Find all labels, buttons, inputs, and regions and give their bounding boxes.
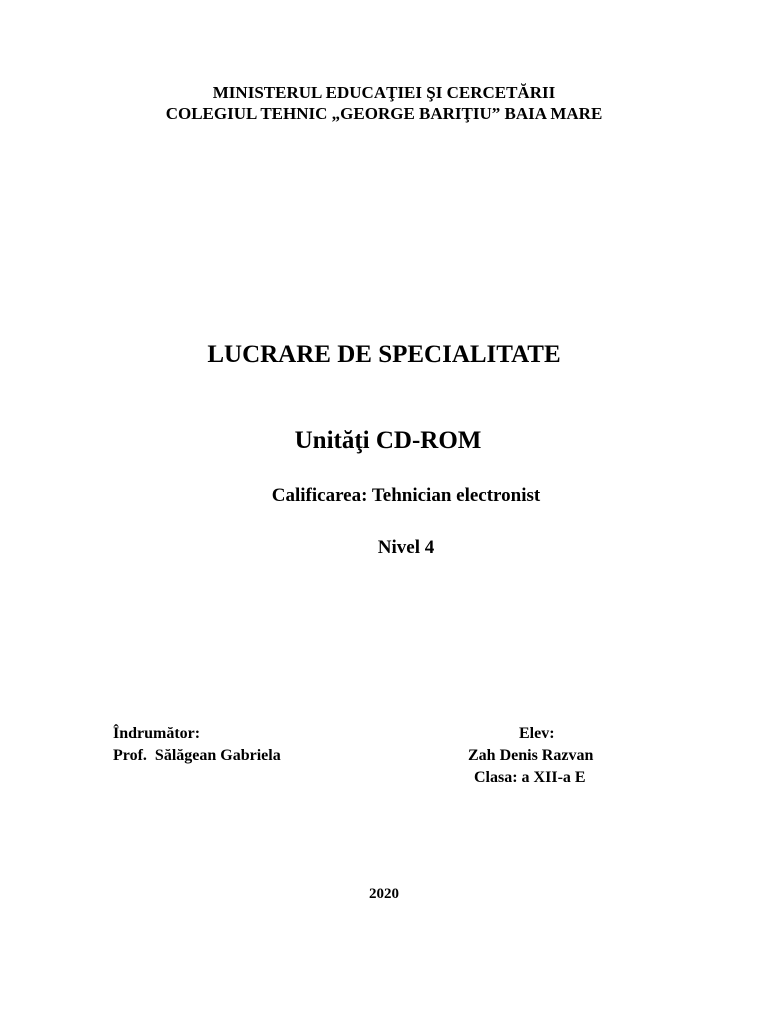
college-heading: COLEGIUL TEHNIC „GEORGE BARIŢIU” BAIA MARE [165, 104, 603, 123]
student-name: Zah Denis Razvan [468, 747, 594, 764]
work-type-heading: LUCRARE DE SPECIALITATE [207, 341, 561, 368]
year-footer: 2020 [369, 886, 399, 902]
supervisor-name: Prof. Sălăgean Gabriela [113, 747, 281, 764]
ministry-heading: MINISTERUL EDUCAŢIEI ŞI CERCETĂRII [212, 83, 556, 102]
document-title: Unităţi CD-ROM [294, 427, 482, 454]
level-line: Nivel 4 [377, 537, 435, 558]
student-class: Clasa: a XII-a E [474, 769, 586, 786]
qualification-line: Calificarea: Tehnician electronist [271, 485, 541, 506]
student-label: Elev: [519, 725, 555, 742]
supervisor-label: Îndrumător: [113, 725, 201, 742]
